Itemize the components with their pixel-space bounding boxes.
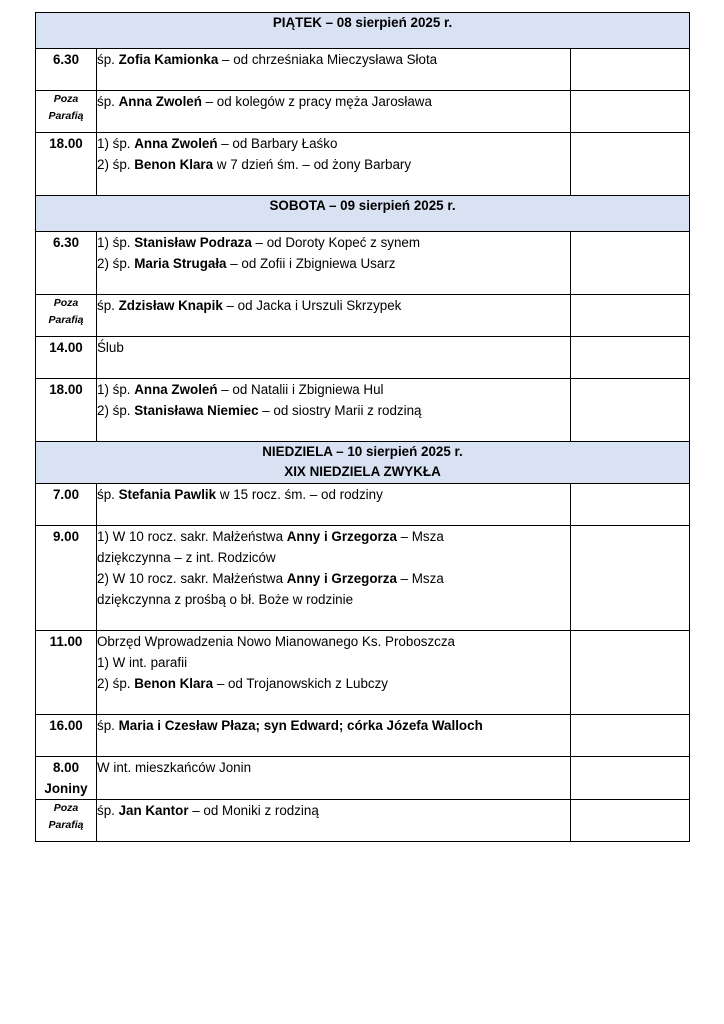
intention-row — [36, 757, 690, 800]
name-text: Benon Klara — [134, 157, 214, 172]
mass-time — [36, 715, 97, 757]
intention-text: – od Trojanowskich z Lubczy — [213, 676, 389, 691]
day-header-row — [36, 196, 690, 232]
intention-text: śp. — [97, 52, 119, 67]
time-text: Parafią — [48, 314, 84, 326]
intention-line — [97, 652, 570, 673]
intention-text: – od Moniki z rodziną — [188, 803, 319, 818]
intention-line — [97, 154, 570, 175]
intention-text: dziękczynna z prośbą o bł. Boże w rodzinie — [97, 592, 354, 607]
time-text: 14.00 — [49, 340, 83, 355]
notes-cell — [571, 91, 690, 133]
intention-text: – od kolegów z pracy męża Jarosława — [201, 94, 432, 109]
mass-time — [36, 757, 97, 800]
notes-cell — [571, 232, 690, 295]
intention-row — [36, 631, 690, 715]
intention-text: – od siostry Marii z rodziną — [258, 403, 422, 418]
location-label — [36, 800, 97, 842]
intention-line — [97, 715, 570, 736]
mass-time — [36, 133, 97, 196]
intention-text: 1) W int. parafii — [97, 655, 188, 670]
intention-line — [97, 400, 570, 421]
intention-cell — [97, 232, 571, 295]
day-header-row — [36, 442, 690, 484]
intention-cell — [97, 49, 571, 91]
name-text: Stanisław Podraza — [134, 235, 252, 250]
intention-row — [36, 295, 690, 337]
name-text: Maria Strugała — [134, 256, 227, 271]
intention-cell — [97, 337, 571, 379]
mass-time — [36, 526, 97, 631]
day-title: SOBOTA – 09 sierpień 2025 r. — [269, 198, 456, 213]
intention-line — [97, 133, 570, 154]
intention-text: śp. — [97, 298, 119, 313]
day-title: NIEDZIELA – 10 sierpień 2025 r. — [262, 444, 463, 459]
notes-cell — [571, 295, 690, 337]
time-text: 18.00 — [49, 382, 83, 397]
time-text: 6.30 — [52, 235, 80, 250]
day-title: PIĄTEK – 08 sierpień 2025 r. — [272, 15, 453, 30]
intention-line — [97, 673, 570, 694]
intention-row — [36, 133, 690, 196]
notes-cell — [571, 526, 690, 631]
intention-cell — [97, 715, 571, 757]
intention-line — [97, 631, 570, 652]
time-text: Poza — [53, 93, 79, 105]
intention-row — [36, 232, 690, 295]
mass-time — [36, 379, 97, 442]
intention-line — [97, 484, 570, 505]
intention-text: 2) W 10 rocz. sakr. Małżeństwa — [97, 571, 287, 586]
intention-text: 1) śp. — [97, 136, 135, 151]
time-text: 9.00 — [52, 529, 80, 544]
time-text: Poza — [53, 297, 79, 309]
notes-cell — [571, 337, 690, 379]
time-text: 18.00 — [49, 136, 83, 151]
day-header-row — [36, 13, 690, 49]
intention-text: – Msza — [396, 571, 444, 586]
intention-text: 1) śp. — [97, 382, 135, 397]
intention-text: – Msza — [396, 529, 444, 544]
intention-text: dziękczynna – z int. Rodziców — [97, 550, 276, 565]
name-text: Stanisława Niemiec — [134, 403, 259, 418]
intention-text: – od Jacka i Urszuli Skrzypek — [222, 298, 402, 313]
time-text: 6.30 — [52, 52, 80, 67]
mass-time — [36, 337, 97, 379]
intention-row — [36, 526, 690, 631]
intention-cell — [97, 631, 571, 715]
day-subtitle: XIX NIEDZIELA ZWYKŁA — [284, 464, 441, 479]
intention-text: 1) W 10 rocz. sakr. Małżeństwa — [97, 529, 287, 544]
intention-cell — [97, 800, 571, 842]
intention-text: W int. mieszkańców Jonin — [97, 760, 252, 775]
intention-row — [36, 715, 690, 757]
intention-line — [97, 253, 570, 274]
intention-line — [97, 49, 570, 70]
intention-text: Ślub — [97, 340, 124, 355]
notes-cell — [571, 49, 690, 91]
intention-cell — [97, 91, 571, 133]
mass-time — [36, 631, 97, 715]
intention-text: – od chrześniaka Mieczysława Słota — [218, 52, 438, 67]
day-header — [36, 196, 690, 232]
name-text: Anny i Grzegorza — [286, 529, 397, 544]
time-text: 7.00 — [52, 487, 80, 502]
intention-text: w 15 rocz. śm. – od rodziny — [216, 487, 383, 502]
intention-line — [97, 337, 570, 358]
name-text: Benon Klara — [134, 676, 214, 691]
intention-cell — [97, 379, 571, 442]
time-text: Parafią — [48, 819, 84, 831]
time-text: 11.00 — [49, 634, 83, 649]
intention-text: 1) śp. — [97, 235, 135, 250]
intention-text: Obrzęd Wprowadzenia Nowo Mianowanego Ks. Proboszcza — [97, 634, 456, 649]
intention-row — [36, 484, 690, 526]
intention-row — [36, 91, 690, 133]
notes-cell — [571, 757, 690, 800]
intention-text: 2) śp. — [97, 157, 135, 172]
notes-cell — [571, 631, 690, 715]
name-text: Anna Zwoleń — [134, 382, 218, 397]
intention-line — [97, 379, 570, 400]
name-text: Zofia Kamionka — [118, 52, 219, 67]
intention-line — [97, 295, 570, 316]
name-text: Zdzisław Knapik — [118, 298, 223, 313]
time-text: Parafią — [48, 110, 84, 122]
time-text: 8.00 — [52, 760, 80, 775]
intention-row — [36, 379, 690, 442]
intention-text: 2) śp. — [97, 676, 135, 691]
intention-text: śp. — [97, 803, 119, 818]
intention-text: w 7 dzień śm. – od żony Barbary — [213, 157, 412, 172]
time-text: Joniny — [44, 781, 88, 796]
intention-cell — [97, 757, 571, 800]
day-header — [36, 442, 690, 484]
time-text: Poza — [53, 802, 79, 814]
name-text: Anny i Grzegorza — [286, 571, 397, 586]
mass-intentions-table — [35, 12, 690, 842]
mass-time — [36, 484, 97, 526]
notes-cell — [571, 800, 690, 842]
intention-line — [97, 91, 570, 112]
mass-time — [36, 232, 97, 295]
intention-text: – od Natalii i Zbigniewa Hul — [217, 382, 384, 397]
intention-cell — [97, 295, 571, 337]
name-text: Jan Kantor — [118, 803, 189, 818]
intention-text: – od Doroty Kopeć z synem — [251, 235, 421, 250]
intention-cell — [97, 526, 571, 631]
location-label — [36, 295, 97, 337]
intention-line — [97, 589, 570, 610]
mass-time — [36, 49, 97, 91]
name-text: Anna Zwoleń — [118, 94, 202, 109]
intention-line — [97, 800, 570, 821]
intention-cell — [97, 484, 571, 526]
intention-row — [36, 800, 690, 842]
intention-line — [97, 526, 570, 547]
intention-row — [36, 49, 690, 91]
notes-cell — [571, 133, 690, 196]
intention-text: śp. — [97, 94, 119, 109]
intention-text: – od Zofii i Zbigniewa Usarz — [226, 256, 396, 271]
intention-line — [97, 568, 570, 589]
intention-cell — [97, 133, 571, 196]
notes-cell — [571, 379, 690, 442]
intention-text: – od Barbary Łaśko — [217, 136, 338, 151]
notes-cell — [571, 484, 690, 526]
intention-text: śp. — [97, 487, 119, 502]
location-label — [36, 91, 97, 133]
intention-text: śp. — [97, 718, 119, 733]
name-text: Anna Zwoleń — [134, 136, 218, 151]
intention-line — [97, 757, 570, 778]
intention-text: 2) śp. — [97, 403, 135, 418]
time-text: 16.00 — [49, 718, 83, 733]
notes-cell — [571, 715, 690, 757]
name-text: Maria i Czesław Płaza; syn Edward; córka Józefa Walloch — [118, 718, 483, 733]
intention-line — [97, 547, 570, 568]
intention-line — [97, 232, 570, 253]
name-text: Stefania Pawlik — [118, 487, 217, 502]
day-header — [36, 13, 690, 49]
intention-text: 2) śp. — [97, 256, 135, 271]
intention-row — [36, 337, 690, 379]
